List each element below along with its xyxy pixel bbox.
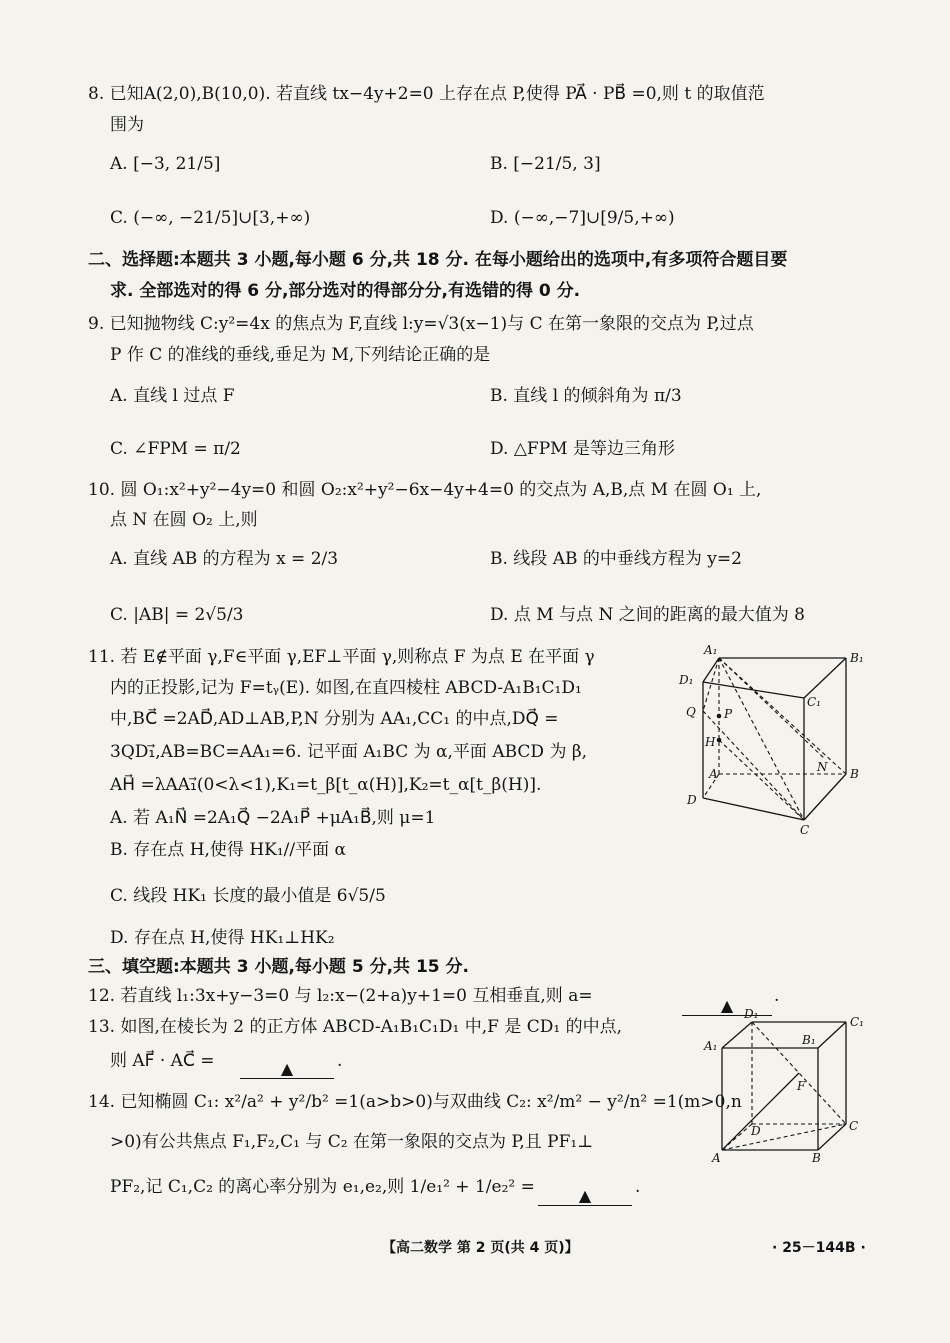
- q9-stem-line1: 9. 已知抛物线 C:y²=4x 的焦点为 F,直线 l:y=√3(x−1)与 C 在第一象限的交点为 P,过点: [88, 314, 754, 334]
- section2-header-line1: 二、选择题:本题共 3 小题,每小题 6 分,共 18 分. 在每小题给出的选项中,有多项符合题目要: [88, 250, 788, 270]
- q12-stem: 12. 若直线 l₁:3x+y−3=0 与 l₂:x−(2+a)y+1=0 互相垂直,则 a=: [88, 986, 593, 1006]
- q9-option-c: C. ∠FPM = π/2: [110, 439, 241, 459]
- fig13-label-c: C: [849, 1119, 859, 1133]
- blank-triangle-icon: ▲: [578, 1186, 592, 1205]
- q11-option-d: D. 存在点 H,使得 HK₁⊥HK₂: [110, 928, 335, 948]
- fig11-label-a1: A₁: [704, 643, 718, 657]
- blank-triangle-icon: ▲: [720, 996, 734, 1015]
- q11-stem-line5: AH⃗ =λAA₁⃗(0<λ<1),K₁=t_β[t_α(H)],K₂=t_α[t_β(H)].: [110, 775, 542, 795]
- q14-answer-blank[interactable]: [538, 1187, 632, 1206]
- fig13-label-c1: C₁: [850, 1015, 864, 1029]
- q11-option-c: C. 线段 HK₁ 长度的最小值是 6√5/5: [110, 886, 386, 906]
- fig11-label-b: B: [850, 767, 859, 781]
- q13-answer-blank[interactable]: [240, 1060, 334, 1079]
- q14-end-dot: .: [635, 1177, 641, 1197]
- q11-option-a: A. 若 A₁N⃗ =2A₁Q⃗ −2A₁P⃗ +μA₁B⃗,则 μ=1: [110, 808, 436, 828]
- footer-page-info: 【高二数学 第 2 页(共 4 页)】: [382, 1240, 579, 1256]
- q11-prism-figure: [676, 640, 870, 840]
- q13-stem-line1: 13. 如图,在棱长为 2 的正方体 ABCD-A₁B₁C₁D₁ 中,F 是 CD₁ 的中点,: [88, 1017, 622, 1037]
- q14-stem-line1: 14. 已知椭圆 C₁: x²/a² + y²/b² =1(a>b>0)与双曲线 C₂: x²/m² − y²/n² =1(m>0,n: [88, 1092, 742, 1112]
- section3-header: 三、填空题:本题共 3 小题,每小题 5 分,共 15 分.: [88, 957, 469, 977]
- q8-option-d: D. (−∞,−7]∪[9/5,+∞): [490, 208, 675, 228]
- q10-option-c: C. |AB| = 2√5/3: [110, 605, 244, 625]
- fig13-label-a: A: [712, 1151, 721, 1165]
- q11-option-b: B. 存在点 H,使得 HK₁//平面 α: [110, 840, 347, 860]
- footer-exam-code: · 25－144B ·: [772, 1240, 866, 1256]
- section2-header-line2: 求. 全部选对的得 6 分,部分选对的得部分分,有选错的得 0 分.: [110, 281, 581, 301]
- q10-stem-line2: 点 N 在圆 O₂ 上,则: [110, 510, 258, 530]
- q10-option-a: A. 直线 AB 的方程为 x = 2/3: [110, 549, 339, 569]
- q8-option-c: C. (−∞, −21/5]∪[3,+∞): [110, 208, 311, 228]
- q10-option-b: B. 线段 AB 的中垂线方程为 y=2: [490, 549, 742, 569]
- q13-cube-figure: [700, 1004, 870, 1166]
- fig13-label-f: F: [797, 1079, 806, 1093]
- fig13-label-b: B: [812, 1151, 821, 1165]
- q14-stem-line3: PF₂,记 C₁,C₂ 的离心率分别为 e₁,e₂,则 1/e₁² + 1/e₂² =: [110, 1177, 535, 1197]
- q8-option-a: A. [−3, 21/5]: [110, 154, 221, 174]
- q8-stem-line2: 围为: [110, 115, 144, 135]
- q9-option-b: B. 直线 l 的倾斜角为 π/3: [490, 386, 682, 406]
- q11-stem-line4: 3QD₁⃗,AB=BC=AA₁=6. 记平面 A₁BC 为 α,平面 ABCD 为 β,: [110, 742, 588, 762]
- q8-option-b: B. [−21/5, 3]: [490, 154, 601, 174]
- fig11-label-n: N: [817, 760, 828, 774]
- fig11-label-c1: C₁: [807, 695, 821, 709]
- q14-stem-line2: >0)有公共焦点 F₁,F₂,C₁ 与 C₂ 在第一象限的交点为 P,且 PF₁⊥: [110, 1132, 594, 1152]
- q12-end-dot: .: [774, 986, 780, 1006]
- q13-stem-line2: 则 AF⃗ · AC⃗ =: [110, 1051, 215, 1071]
- q10-stem-line1: 10. 圆 O₁:x²+y²−4y=0 和圆 O₂:x²+y²−6x−4y+4=0 的交点为 A,B,点 M 在圆 O₁ 上,: [88, 480, 762, 500]
- fig11-label-h: H: [705, 735, 716, 749]
- fig13-label-d: D: [751, 1124, 761, 1138]
- fig11-label-c: C: [800, 823, 810, 837]
- fig11-label-d: D: [687, 793, 697, 807]
- fig13-label-a1: A₁: [704, 1039, 718, 1053]
- q11-stem-line2: 内的正投影,记为 F=tᵧ(E). 如图,在直四棱柱 ABCD-A₁B₁C₁D₁: [110, 678, 582, 698]
- fig11-label-p: P: [724, 707, 733, 721]
- q9-option-a: A. 直线 l 过点 F: [110, 386, 235, 406]
- blank-triangle-icon: ▲: [280, 1059, 294, 1078]
- q13-end-dot: .: [337, 1051, 343, 1071]
- q11-stem-line1: 11. 若 E∉平面 γ,F∈平面 γ,EF⊥平面 γ,则称点 F 为点 E 在平面 γ: [88, 647, 595, 667]
- fig13-label-b1: B₁: [802, 1033, 816, 1047]
- q9-stem-line2: P 作 C 的准线的垂线,垂足为 M,下列结论正确的是: [110, 345, 491, 365]
- q10-option-d: D. 点 M 与点 N 之间的距离的最大值为 8: [490, 605, 805, 625]
- q9-option-d: D. △FPM 是等边三角形: [490, 439, 675, 459]
- fig13-label-d1: D₁: [744, 1007, 759, 1021]
- q11-stem-line3: 中,BC⃗ =2AD⃗,AD⊥AB,P,N 分别为 AA₁,CC₁ 的中点,DQ⃗ =: [110, 709, 559, 729]
- fig11-label-b1: B₁: [850, 651, 864, 665]
- q8-stem-line1: 8. 已知A(2,0),B(10,0). 若直线 tx−4y+2=0 上存在点 P,使得 PA⃗ · PB⃗ =0,则 t 的取值范: [88, 84, 765, 104]
- fig11-label-d1: D₁: [679, 673, 694, 687]
- fig11-label-a: A: [709, 767, 718, 781]
- fig11-label-q: Q: [686, 705, 696, 719]
